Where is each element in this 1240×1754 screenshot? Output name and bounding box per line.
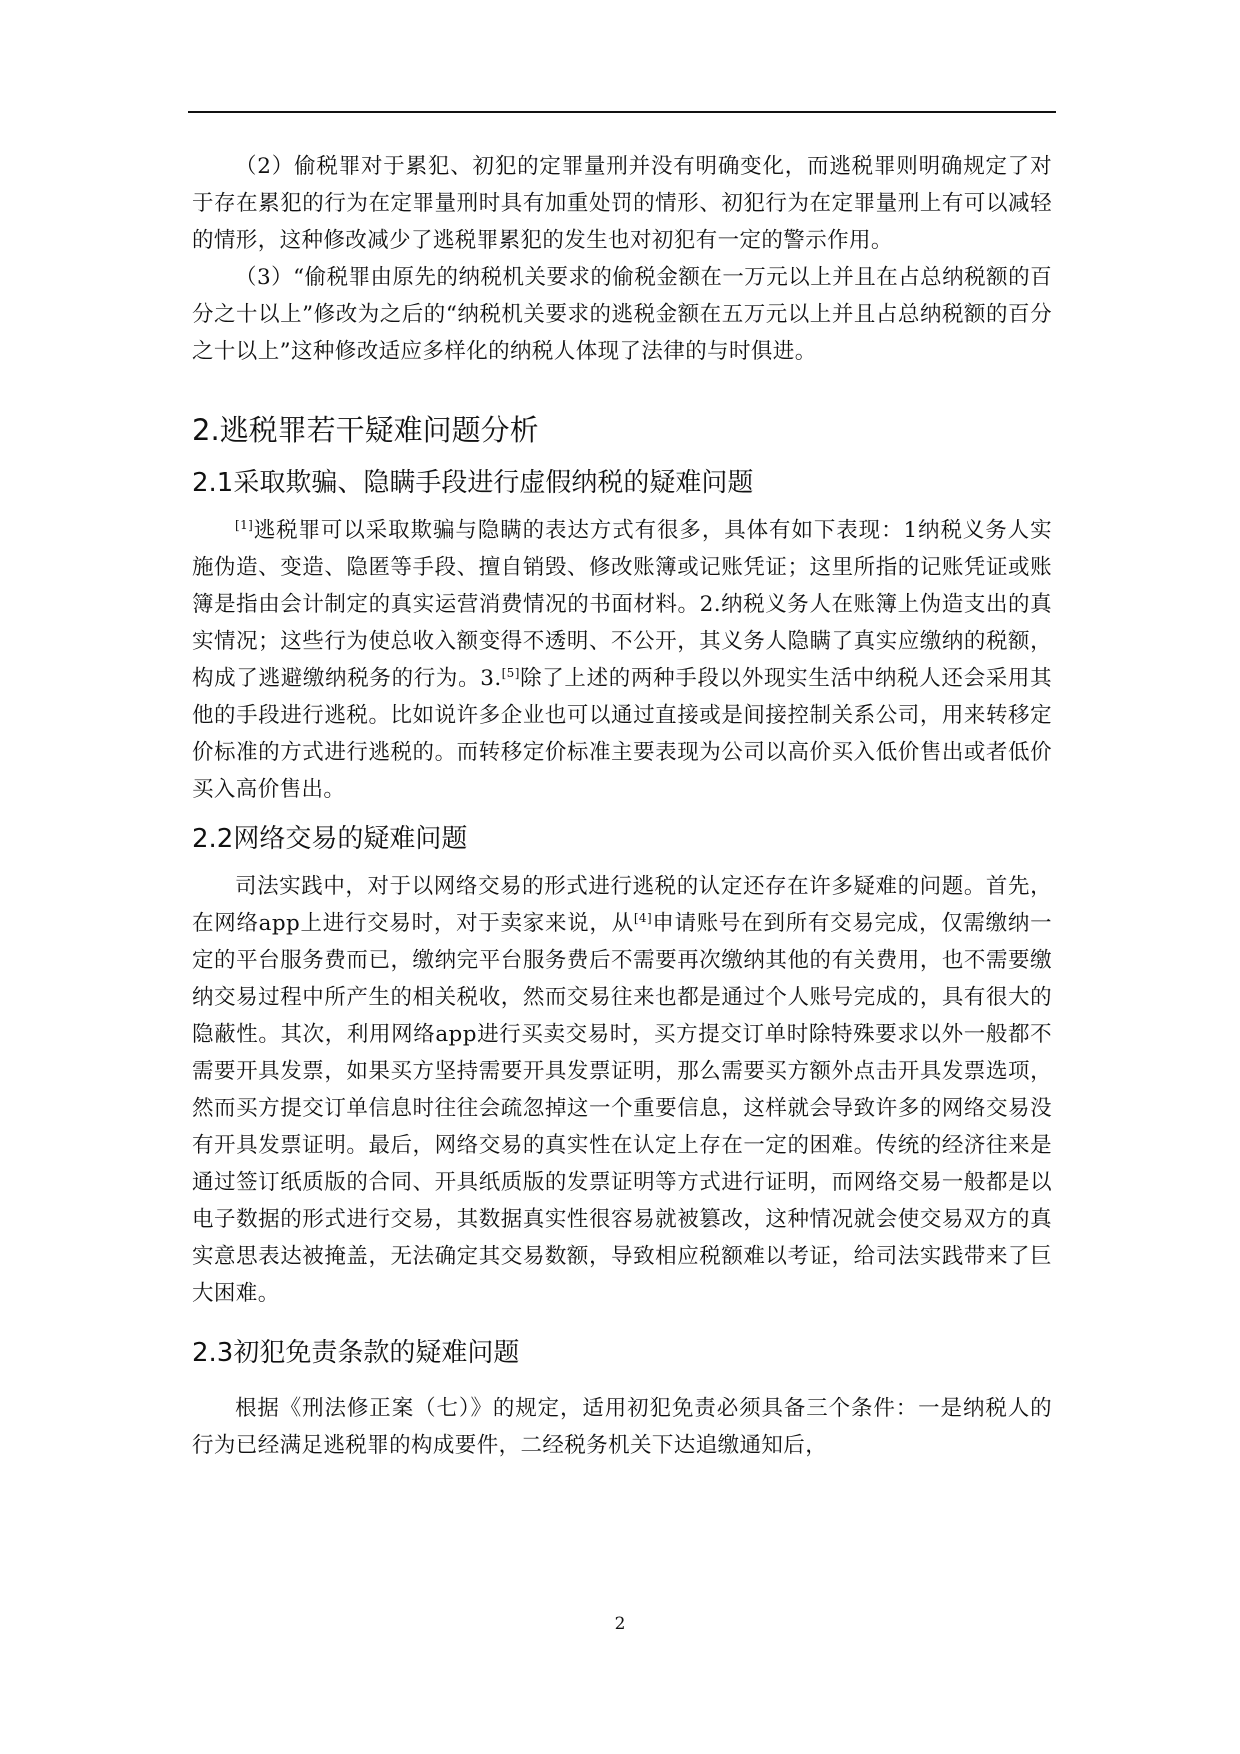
page-number: 2 — [614, 1614, 626, 1634]
section-2-1-text-b: 除了上述的两种手段以外现实生活中纳税人还会采用其他的手段进行逃税。比如说许多企业也可以通过直接或是间接控制关系公司，用来转移定价标准的方式进行逃税的。而转移定价标准主要表现为公司以高价买入低价售出或者低价买入高价售出。 — [192, 666, 1052, 802]
paragraph-repeat-offender: （2）偷税罪对于累犯、初犯的定罪量刑并没有明确变化，而逃税罪则明确规定了对于存在累犯的行为在定罪量刑时具有加重处罚的情形、初犯行为在定罪量刑上有可以减轻的情形，这种修改减少了逃税罪累犯的发生也对初犯有一定的警示作用。 — [192, 154, 1052, 253]
header-rule — [188, 111, 1056, 113]
section-2-1-heading: 2.1采取欺骗、隐瞒手段进行虚假纳税的疑难问题 — [192, 468, 754, 498]
paragraph-threshold-change: （3）“偷税罪由原先的纳税机关要求的偷税金额在一万元以上并且在占总纳税额的百分之十以上”修改为之后的“纳税机关要求的逃税金额在五万元以上并且占总纳税额的百分之十以上”这种修改适应多样化的纳税人体现了法律的与时俱进。 — [192, 265, 1052, 364]
citation-5: [5] — [501, 665, 520, 680]
page-body — [192, 148, 1052, 1464]
section-2-2-text-b: 申请账号在到所有交易完成，仅需缴纳一定的平台服务费而已，缴纳完平台服务费后不需要再次缴纳其他的有关费用，也不需要缴纳交易过程中所产生的相关税收，然而交易往来也都是通过个人账号完成的，具有很大的隐蔽性。其次，利用网络app进行买卖交易时，买方提交订单时除特殊要求以外一般都不需要开具发票，如果买方坚持需要开具发票证明，那么需要买方额外点击开具发票选项，然而买方提交订单信息时往往会疏忽掉这一个重要信息，这样就会导致许多的网络交易没有开具发票证明。最后，网络交易的真实性在认定上存在一定的困难。传统的经济往来是通过签订纸质版的合同、开具纸质版的发票证明等方式进行证明，而网络交易一般都是以电子数据的形式进行交易，其数据真实性很容易就被篡改，这种情况就会使交易双方的真实意思表达被掩盖，无法确定其交易数额，导致相应税额难以考证，给司法实践带来了巨大困难。 — [192, 911, 1052, 1306]
section-2-1-text-a: 逃税罪可以采取欺骗与隐瞒的表达方式有很多，具体有如下表现：1纳税义务人实施伪造、变造、隐匿等手段、擅自销毁、修改账簿或记账凭证；这里所指的记账凭证或账簿是指由会计制定的真实运营消费情况的书面材料。2.纳税义务人在账簿上伪造支出的真实情况；这些行为使总收入额变得不透明、不公开，其义务人隐瞒了真实应缴纳的税额，构成了逃避缴纳税务的行为。3. — [192, 518, 1052, 691]
section-2-3-paragraph: 根据《刑法修正案（七）》的规定，适用初犯免责必须具备三个条件：一是纳税人的行为已经满足逃税罪的构成要件，二经税务机关下达追缴通知后， — [192, 1396, 1052, 1458]
section-2-2-paragraph — [192, 868, 1052, 1312]
section-2-3-heading: 2.3初犯免责条款的疑难问题 — [192, 1338, 520, 1368]
section-2-1-paragraph — [192, 512, 1052, 808]
section-2-2-heading: 2.2网络交易的疑难问题 — [192, 824, 468, 854]
section-2-heading: 2.逃税罪若干疑难问题分析 — [192, 413, 539, 447]
citation-1: [1] — [235, 517, 254, 532]
citation-4: [4] — [633, 910, 653, 925]
section-2-2-text-a: 司法实践中，对于以网络交易的形式进行逃税的认定还存在许多疑难的问题。首先，在网络app上进行交易时，对于卖家来说，从 — [192, 874, 1052, 936]
